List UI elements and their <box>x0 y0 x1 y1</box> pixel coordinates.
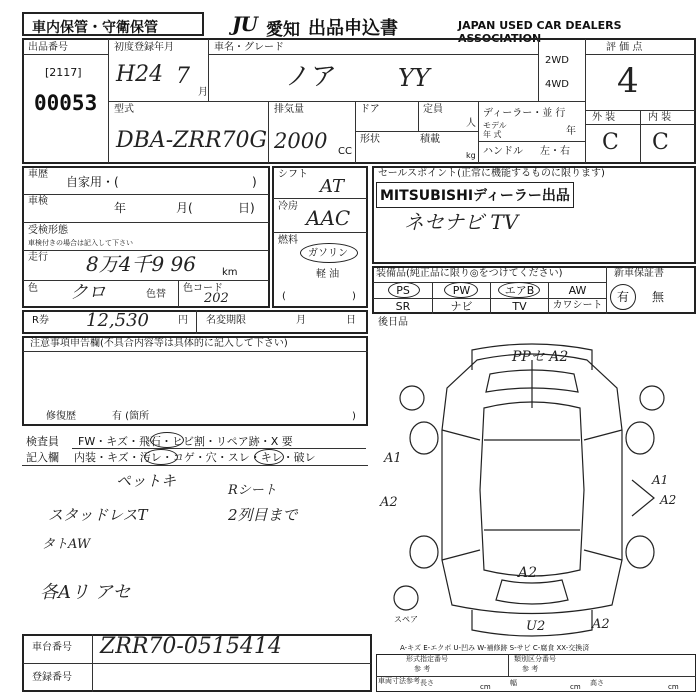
door-label: ドア <box>360 104 380 115</box>
divider <box>268 101 269 163</box>
inspector-label-2: 記入欄 <box>26 451 59 464</box>
sales-handwritten: ネセナビ TV <box>404 210 519 234</box>
fuel-diesel: 軽 油 <box>316 269 340 280</box>
transfer-day: 日 <box>346 315 356 326</box>
shift-value: AT <box>320 176 345 197</box>
equipment-ps-circle <box>388 282 420 298</box>
lot-label: 出品番号 <box>28 42 68 53</box>
exterior-label: 外 装 <box>592 112 616 123</box>
load-label: 積載 <box>420 134 440 145</box>
fuel-paren-close: ) <box>352 291 356 302</box>
shaken-month-unit: 月( <box>176 201 193 215</box>
cm-unit-3: cm <box>668 683 679 691</box>
warranty-label: 新車保証書 <box>614 268 664 279</box>
divider <box>508 654 509 676</box>
cc-unit: CC <box>338 146 352 157</box>
remark-line-5: Rシート <box>228 483 277 498</box>
registration-year: H24 <box>116 62 164 87</box>
history-value: 自家用・( <box>66 175 119 189</box>
diagram-top-note: PPセ A2 <box>512 349 569 365</box>
divider <box>376 676 696 677</box>
equipment-pw-circle <box>444 282 478 298</box>
remark-line-4: 各Aリ アセ <box>40 582 131 603</box>
spare-label: スペア <box>394 615 418 624</box>
logo-mark: JU <box>232 12 257 36</box>
fuel-label: 燃料 <box>278 235 298 246</box>
divider <box>23 194 269 195</box>
registration-month-unit: 月 <box>198 87 208 98</box>
divider <box>23 250 269 251</box>
diagram-mark-a2-bottom: A2 <box>592 617 610 632</box>
inspection-scuff-circle <box>254 449 284 465</box>
diagram-mark-a1-right: A1 <box>652 473 669 487</box>
dimension-length: 長さ <box>420 679 434 687</box>
model-type: DBA-ZRR70G <box>116 128 268 153</box>
registration-label: 初度登録年月 <box>114 42 174 53</box>
inspection-row-2: 内装・キズ・汚レ・コゲ・穴・スレ・キレ・破レ <box>74 451 316 464</box>
recycle-yen: 円 <box>178 315 188 326</box>
divider <box>478 141 586 142</box>
shape-label: 形状 <box>360 134 380 145</box>
car-name: ノア <box>285 62 338 92</box>
warranty-no: 無 <box>652 290 665 304</box>
capacity-label: 定員 <box>423 104 443 115</box>
interior-score: C <box>652 130 669 155</box>
history-label: 車歴 <box>28 169 48 180</box>
divider <box>72 448 366 449</box>
receipt-note: 車検付きの場合は記入して下さい <box>28 239 133 247</box>
divider <box>538 39 539 101</box>
inspection-stain-circle <box>144 449 178 465</box>
form-title: 出品申込書 <box>308 18 398 39</box>
equipment-airbag-circle <box>498 282 540 298</box>
remark-line-3: タトAW <box>42 537 91 552</box>
cm-unit-2: cm <box>570 683 581 691</box>
equipment-pw: PW <box>452 284 471 297</box>
equipment-tv: TV <box>512 300 527 313</box>
aircon-value: AAC <box>306 206 351 230</box>
transfer-month: 月 <box>296 315 306 326</box>
class-number-label: 類別区分番号 <box>514 655 556 663</box>
storage-title: 車内保管・守衛保管 <box>32 20 158 36</box>
divider <box>22 465 368 466</box>
km-unit: km <box>222 267 238 278</box>
equipment-navi: ナビ <box>450 300 473 313</box>
notes-label: 注意事項申告欄(不具合内容等は具体的に記入して下さい) <box>30 338 288 349</box>
person-unit: 人 <box>466 118 476 129</box>
divider <box>196 310 197 334</box>
post-items-label: 後日品 <box>378 317 408 328</box>
color-value: クロ <box>70 282 106 303</box>
handle-label: ハンドル <box>483 146 523 157</box>
lot-number: 00053 <box>34 91 98 115</box>
mileage-label: 走行 <box>28 252 48 263</box>
divider <box>418 101 419 131</box>
form-spec-sub: 参 考 <box>414 665 431 673</box>
color-change-label: 色替 <box>146 289 166 300</box>
transfer-deadline-label: 名変期限 <box>206 315 246 326</box>
type-label: 型式 <box>114 104 134 115</box>
displacement-value: 2000 <box>274 129 328 153</box>
dimensions-label: 車両寸法参考 <box>378 677 420 685</box>
diagram-mark-rear: A2 <box>518 565 538 581</box>
sales-label: セールスポイント(正常に機能するものに限ります) <box>378 168 605 179</box>
divider <box>208 39 209 101</box>
recycle-amount: 12,530 <box>86 310 149 331</box>
cm-unit-1: cm <box>480 683 491 691</box>
registration-month: 7 <box>176 64 190 89</box>
equipment-sr: SR <box>395 300 411 313</box>
remark-line-1: ペットキ <box>116 472 177 490</box>
form-spec-label: 形式指定番号 <box>406 655 448 663</box>
diagram-mark-u2: U2 <box>526 619 546 634</box>
history-box <box>22 166 270 308</box>
kg-unit: kg <box>466 151 476 160</box>
car-damage-diagram <box>372 330 696 650</box>
divider <box>273 198 367 199</box>
car-name-label: 車名・グレード <box>214 42 284 53</box>
mileage-value: 8万4千9 96 <box>86 252 196 276</box>
divider <box>640 110 641 163</box>
fuel-paren-open: ( <box>282 291 286 302</box>
score-label: 評 価 点 <box>606 42 643 53</box>
lot-sub-number: [2117] <box>45 66 82 79</box>
model-year-sub: 年 式 <box>483 130 502 139</box>
chassis-number: ZRR70-0515414 <box>100 634 282 659</box>
repair-history-value: 有 (箇所 <box>112 411 150 422</box>
aircon-label: 冷房 <box>278 201 298 212</box>
drive-2wd: 2WD <box>545 55 569 66</box>
fuel-gasoline: ガソリン <box>308 248 348 259</box>
shift-label: シフト <box>278 169 308 180</box>
interior-label: 内 装 <box>648 112 672 123</box>
divider <box>23 54 109 55</box>
color-code-label: 色コード <box>183 283 223 294</box>
divider <box>606 266 607 314</box>
divider <box>23 351 368 352</box>
divider <box>355 101 356 163</box>
color-code: 202 <box>204 291 229 306</box>
equipment-label: 装備品(純正品に限り◎をつけてください) <box>376 268 563 279</box>
recycle-box <box>22 310 368 334</box>
shaken-day-unit: 日) <box>238 201 255 215</box>
recycle-label: R券 <box>32 315 49 326</box>
remark-line-2: スタッドレスT <box>48 506 148 524</box>
damage-legend: A-キズ E-エクボ U-凹み W-補修跡 S-サビ C-腐食 XX-交換済 <box>400 644 590 652</box>
divider <box>23 222 269 223</box>
score-value: 4 <box>617 61 639 101</box>
divider <box>585 54 695 55</box>
divider <box>92 634 93 692</box>
warranty-yes: 有 <box>617 290 630 304</box>
dimension-width: 幅 <box>510 679 517 687</box>
divider <box>355 131 479 132</box>
divider <box>208 54 538 55</box>
inspection-stone-circle <box>150 432 184 448</box>
inspector-label-1: 検査員 <box>26 435 59 448</box>
car-grade: YY <box>398 64 430 92</box>
class-number-sub: 参 考 <box>522 665 539 673</box>
shaken-year-unit: 年 <box>114 201 127 215</box>
divider <box>108 101 586 102</box>
equipment-aw: AW <box>568 284 587 297</box>
plate-label: 登録番号 <box>32 672 72 683</box>
receipt-label: 受検形態 <box>28 225 68 236</box>
dimension-height: 高さ <box>590 679 604 687</box>
association-name: JAPAN USED CAR DEALERS ASSOCIATION <box>458 19 622 45</box>
equipment-ps: PS <box>396 284 410 297</box>
color-label: 色 <box>28 283 38 294</box>
model-year-label: モデル <box>483 121 507 130</box>
displacement-label: 排気量 <box>274 104 304 115</box>
remark-line-6: 2列目まで <box>228 506 298 524</box>
logo-text: 愛知 <box>266 20 300 40</box>
drive-4wd: 4WD <box>545 79 569 90</box>
divider <box>23 280 269 281</box>
year-unit: 年 <box>566 126 576 137</box>
equipment-airbag: エアB <box>504 284 535 297</box>
diagram-mark-a1-left: A1 <box>384 451 402 466</box>
inspection-row-1: FW・キズ・飛石・ヒビ割・リペア跡・X 要 <box>78 435 293 448</box>
history-paren-close: ) <box>252 175 257 189</box>
equipment-leather-seat: カワシート <box>552 300 603 311</box>
diagram-mark-a2-right: A2 <box>660 493 677 507</box>
diagram-mark-a2-left: A2 <box>380 495 398 510</box>
divider <box>178 280 179 307</box>
chassis-label: 車台番号 <box>32 642 72 653</box>
exterior-score: C <box>602 130 619 155</box>
shaken-label: 車検 <box>28 196 48 207</box>
handle-options: 左・右 <box>540 146 570 157</box>
dealer-label: ディーラー・並 行 <box>483 108 566 119</box>
divider <box>478 101 479 163</box>
divider <box>23 663 371 664</box>
dealer-banner: MITSUBISHIディーラー出品 <box>376 182 574 208</box>
repair-history-close: ) <box>352 411 356 422</box>
divider <box>273 232 367 233</box>
repair-history-label: 修復歴 <box>46 411 76 422</box>
